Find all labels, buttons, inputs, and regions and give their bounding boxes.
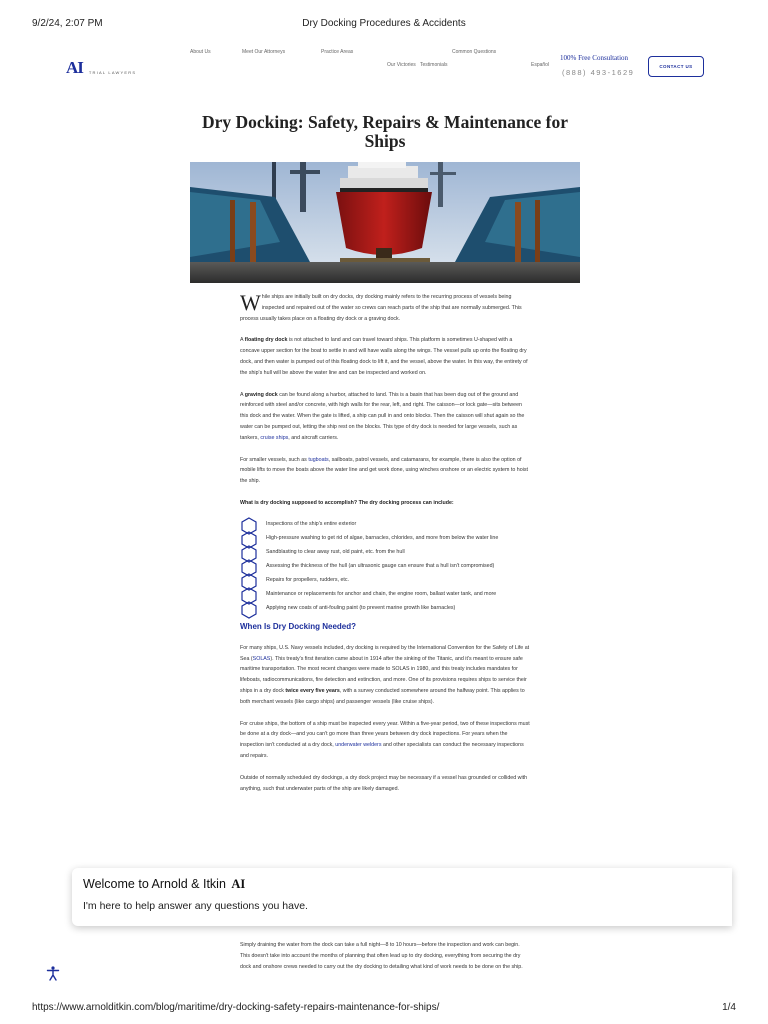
article-body-continued [240, 940, 530, 972]
cruise-ships-link[interactable]: cruise ships [260, 434, 289, 441]
print-header [0, 0, 768, 44]
nav-our-victories[interactable]: Our Victories [387, 62, 416, 68]
print-title: Dry Docking Procedures & Accidents [302, 18, 466, 29]
solas-link[interactable]: SOLAS [252, 655, 271, 662]
list-item: Applying new coats of anti-fouling paint (to prevent marine growth like barnacles) [240, 603, 530, 615]
list-item: High-pressure washing to get rid of algae, barnacles, chlorides, and more from below the water line [240, 533, 530, 545]
draining-paragraph: Simply draining the water from the dock can take a full night—8 to 10 hours—before the inspection and work can begin. This doesn't take into account the months of planning that often lead up to dry docking, everything from securing the dry dock and onshore crews needed to carry out the dry docking to detailing what kind of work needs to be done on the ship. [240, 942, 523, 970]
free-consultation-link[interactable]: 100% Free Consultation [560, 54, 629, 62]
nav-primary [180, 49, 520, 59]
dry-dock-ship-illustration [190, 162, 580, 283]
section-heading-when-needed: When Is Dry Docking Needed? [240, 621, 357, 631]
drop-cap: W [240, 290, 261, 315]
underwater-welders-link[interactable]: underwater welders [335, 742, 382, 749]
print-date: 9/2/24, 2:07 PM [32, 18, 103, 29]
chat-message: I'm here to help answer any questions you have. [83, 900, 308, 912]
solas-paragraph: For many ships, U.S. Navy vessels included, dry docking is required by the International Convention for the Safety of Life at Sea (SOLAS). This treaty's first iteration came about in 1914 after the sinking of the Titanic, and it's meant to ensure safe maritime transportation. The most recent changes were made to SOLAS in 1980, and this treaty includes mandates for lifeboats, radiocommunications, fire detection and extinction, and more. One of its provisions requires ships to service their ships in a dry dock twice every five years, with a survey conducted somewhere around the halfway point. This applies to both merchant vessels (like cargo ships) and passenger vessels (like cruise ships). [240, 644, 530, 705]
nav-secondary [380, 62, 560, 72]
page-title: Dry Docking: Safety, Repairs & Maintenance for Ships [202, 112, 568, 151]
print-page-number: 1/4 [722, 1002, 736, 1013]
hero-image [190, 162, 580, 283]
floating-dock-paragraph: A floating dry dock is not attached to land and can travel toward ships. This platform is sometimes U-shaped with a concave upper section for the boat to settle in and will have walls along the wings. The vessel pulls up onto the floating dry dock, and then water is pumped out of this floating dock to lift it, and the vessel, above the water. In this way, the entirety of the ship's hull will be above the water line and can be inspected and worked on. [240, 337, 528, 376]
dry-docking-checklist [240, 519, 530, 615]
contact-us-button[interactable]: CONTACT US [648, 56, 704, 77]
chat-logo-mark: AI [231, 877, 246, 891]
list-item: Maintenance or replacements for anchor and chain, the engine room, ballast water tank, and more [240, 589, 530, 601]
accessibility-icon[interactable] [45, 965, 61, 981]
nav-espanol[interactable]: Español [531, 62, 550, 68]
chat-title: Welcome to Arnold & Itkin AI [83, 877, 246, 891]
nav-about-us[interactable]: About Us [190, 49, 211, 55]
phone-number[interactable]: (888) 493-1629 [562, 68, 635, 77]
logo-subtitle: TRIAL LAWYERS [88, 70, 137, 75]
nav-testimonials[interactable]: Testimonials [420, 62, 448, 68]
site-header [0, 44, 768, 90]
cruise-ships-paragraph: For cruise ships, the bottom of a ship must be inspected every year. Within a five-year period, two of these inspections must be done at a dry dock—and you can't go more than three years between dry dock inspections. For years when the inspection isn't conducted at a dry dock, underwater welders and other specialists can conduct the necessary inspections and repairs. [240, 720, 530, 759]
list-item: Inspections of the ship's entire exterior [240, 519, 530, 531]
site-logo[interactable] [66, 58, 136, 78]
list-item: Sandblasting to clear away rust, old paint, etc. from the hull [240, 547, 530, 559]
intro-paragraph: While ships are initially built on dry docks, dry docking mainly refers to the recurring process of vessels being inspected and repaired out of the water so crews can reach parts of the ship that are normally submerged. This process usually takes place on a floating dry dock or a graving dock. [240, 290, 522, 322]
logo-mark: AI [66, 58, 83, 77]
smaller-vessels-paragraph: For smaller vessels, such as tugboats, sailboats, patrol vessels, and catamarans, for example, there is also the option of mobile lifts to move the boats above the water line and get work done, using winches onshore or an electric system to hoist the ship. [240, 456, 528, 485]
nav-practice-areas[interactable]: Practice Areas [321, 49, 354, 55]
outside-scheduled-paragraph: Outside of normally scheduled dry dockings, a dry dock project may be necessary if a vessel has grounded or collided with anything, such that underwater parts of the ship are likely damaged. [240, 774, 528, 792]
article-body [240, 292, 530, 805]
hexagon-bullet-icon [239, 600, 259, 620]
nav-common-questions[interactable]: Common Questions [452, 49, 497, 55]
dry-docking-question: What is dry docking supposed to accomplish? The dry docking process can include: [240, 499, 454, 506]
nav-meet-attorneys[interactable]: Meet Our Attorneys [242, 49, 286, 55]
chat-welcome-popup[interactable] [72, 868, 732, 926]
list-item: Assessing the thickness of the hull (an ultrasonic gauge can ensure that a hull isn't compromised) [240, 561, 530, 573]
graving-dock-paragraph: A graving dock can be found along a harbor, attached to land. This is a basin that has been dug out of the ground and reinforced with steel and/or concrete, with high walls for the rear, left, and right. The caisson—or lock gate—sits between this dock and the water. When the gate is lifted, a ship can pull in and onto blocks. Then the caisson will shut again so the water can be pumped out, letting the ship rest on the blocks. This type of dry dock is needed for large vessels, such as tankers, cruise ships, and aircraft carriers. [240, 391, 525, 441]
tugboats-link[interactable]: tugboats [308, 456, 329, 463]
print-url: https://www.arnolditkin.com/blog/maritime/dry-docking-safety-repairs-maintenance-for-ships/ [32, 1002, 440, 1013]
list-item: Repairs for propellers, rudders, etc. [240, 575, 530, 587]
print-footer [0, 994, 768, 1024]
